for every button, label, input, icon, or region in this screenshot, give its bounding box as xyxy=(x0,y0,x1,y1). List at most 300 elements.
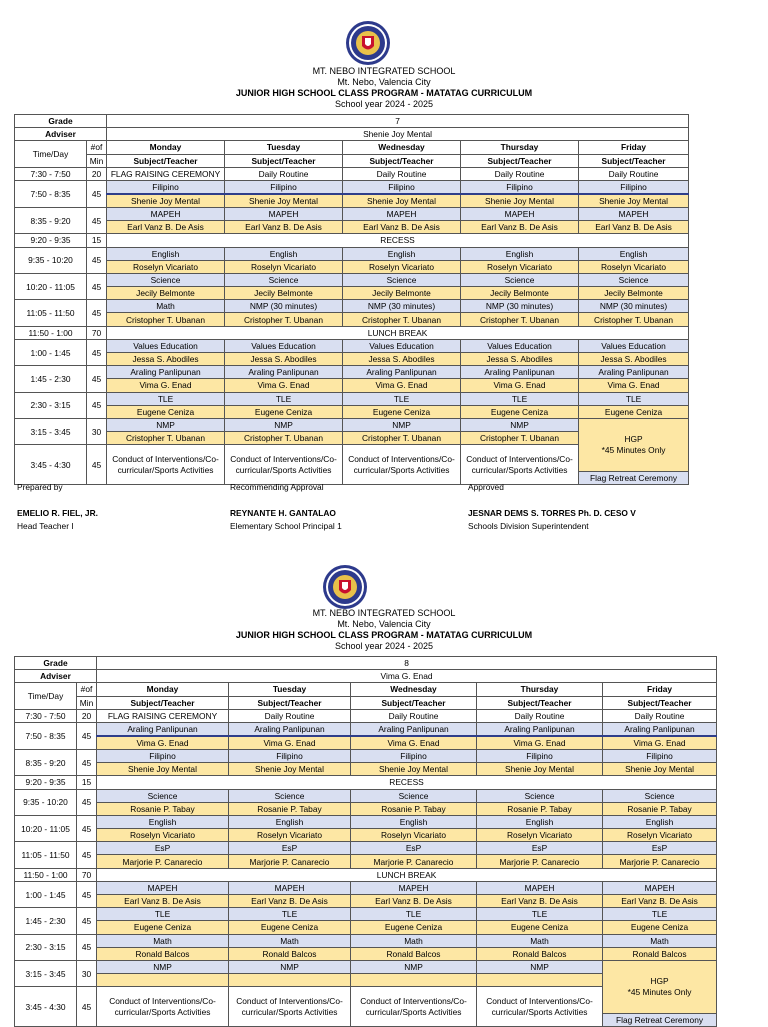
teacher-cell: Cristopher T. Ubanan xyxy=(225,432,343,445)
subject-row xyxy=(15,392,689,405)
teacher-cell: Roselyn Vicariato xyxy=(229,829,351,842)
subject-header-row xyxy=(15,154,689,167)
teacher-row xyxy=(15,313,689,326)
time-cell: 3:15 - 3:45 xyxy=(15,418,87,444)
subject-cell: TLE xyxy=(477,908,603,921)
conduct-cell: Conduct of Interventions/Co-curricular/Sports Activities xyxy=(107,445,225,485)
subject-cell: Araling Panlipunan xyxy=(97,722,229,736)
school-name: MT. NEBO INTEGRATED SCHOOL xyxy=(312,66,456,76)
teacher-cell: Earl Vanz B. De Asis xyxy=(97,895,229,908)
teacher-cell: Rosanie P. Tabay xyxy=(97,802,229,815)
subject-cell: Filipino xyxy=(461,180,579,194)
day-header: Tuesday xyxy=(229,683,351,696)
subject-cell: Science xyxy=(603,789,717,802)
teacher-cell: Eugene Ceniza xyxy=(229,921,351,934)
flag-retreat-cell: Flag Retreat Ceremony xyxy=(579,471,689,484)
break-cell: RECESS xyxy=(97,776,717,789)
teacher-cell: Vima G. Enad xyxy=(461,379,579,392)
teacher-cell: Earl Vanz B. De Asis xyxy=(461,221,579,234)
min-cell: 20 xyxy=(87,167,107,180)
grade-label: Grade xyxy=(15,657,97,670)
hgp-note: *45 Minutes Only xyxy=(601,444,666,455)
subject-cell: NMP xyxy=(343,418,461,431)
teacher-cell: Roselyn Vicariato xyxy=(579,260,689,273)
subject-cell: Filipino xyxy=(477,749,603,762)
daily-routine-cell: Daily Routine xyxy=(579,167,689,180)
subject-cell: MAPEH xyxy=(477,881,603,894)
subject-cell: TLE xyxy=(603,908,717,921)
conduct-cell: Conduct of Interventions/Co-curricular/Sports Activities xyxy=(461,445,579,485)
conduct-cell: Conduct of Interventions/Co-curricular/Sports Activities xyxy=(477,987,603,1027)
teacher-cell: Marjorie P. Canarecio xyxy=(477,855,603,868)
grade-label: Grade xyxy=(15,115,107,128)
min-cell: 45 xyxy=(77,842,97,868)
teacher-cell: Jecily Belmonte xyxy=(579,287,689,300)
time-cell: 2:30 - 3:15 xyxy=(15,392,87,418)
time-cell: 9:20 - 9:35 xyxy=(15,776,77,789)
subject-row xyxy=(15,842,717,855)
subject-teacher-header: Subject/Teacher xyxy=(461,154,579,167)
time-cell: 11:05 - 11:50 xyxy=(15,842,77,868)
conduct-cell: Conduct of Interventions/Co-curricular/Sports Activities xyxy=(225,445,343,485)
subject-cell: Values Education xyxy=(579,339,689,352)
subject-cell: Filipino xyxy=(107,180,225,194)
subject-header-row xyxy=(15,696,717,709)
break-row xyxy=(15,326,689,339)
subject-cell: Araling Panlipunan xyxy=(225,366,343,379)
subject-teacher-header: Subject/Teacher xyxy=(603,696,717,709)
subject-cell: TLE xyxy=(107,392,225,405)
subject-cell: Science xyxy=(97,789,229,802)
deped-seal-icon xyxy=(322,564,368,610)
subject-cell: EsP xyxy=(351,842,477,855)
teacher-cell: Eugene Ceniza xyxy=(343,405,461,418)
teacher-cell: Ronald Balcos xyxy=(97,947,229,960)
program-title: JUNIOR HIGH SCHOOL CLASS PROGRAM - MATATAG CURRICULUM xyxy=(235,88,533,98)
subject-cell: Science xyxy=(461,273,579,286)
subject-cell: Science xyxy=(229,789,351,802)
teacher-cell: Earl Vanz B. De Asis xyxy=(579,221,689,234)
subject-cell: MAPEH xyxy=(461,207,579,220)
subject-row xyxy=(15,273,689,286)
min-cell: 45 xyxy=(87,366,107,392)
subject-cell: NMP xyxy=(351,960,477,973)
subject-row xyxy=(15,300,689,313)
schedule-table-grade-7 xyxy=(14,114,689,485)
teacher-row xyxy=(15,353,689,366)
min-cell: 30 xyxy=(77,960,97,986)
subject-cell: Filipino xyxy=(225,180,343,194)
min-cell: 15 xyxy=(87,234,107,247)
teacher-cell: Roselyn Vicariato xyxy=(351,829,477,842)
time-cell: 11:05 - 11:50 xyxy=(15,300,87,326)
subject-cell: NMP xyxy=(97,960,229,973)
break-cell: RECESS xyxy=(107,234,689,247)
min-cell: 45 xyxy=(87,273,107,299)
subject-row xyxy=(15,339,689,352)
teacher-cell: Jecily Belmonte xyxy=(225,287,343,300)
min-cell: 45 xyxy=(77,789,97,815)
teacher-row xyxy=(15,405,689,418)
subject-cell: Filipino xyxy=(343,180,461,194)
subject-cell: MAPEH xyxy=(343,207,461,220)
min-cell: 45 xyxy=(77,881,97,907)
flag-row xyxy=(15,167,689,180)
subject-cell: Math xyxy=(97,934,229,947)
subject-cell: EsP xyxy=(477,842,603,855)
subject-cell: English xyxy=(351,815,477,828)
daily-routine-cell: Daily Routine xyxy=(477,709,603,722)
time-cell: 3:45 - 4:30 xyxy=(15,987,77,1027)
subject-cell: NMP xyxy=(461,418,579,431)
friday-hgp-cell xyxy=(579,418,689,471)
teacher-cell: Marjorie P. Canarecio xyxy=(97,855,229,868)
teacher-cell: Cristopher T. Ubanan xyxy=(225,313,343,326)
subject-cell: Values Education xyxy=(461,339,579,352)
subject-cell: Araling Panlipunan xyxy=(477,722,603,736)
teacher-cell: Shenie Joy Mental xyxy=(477,763,603,776)
teacher-cell: Earl Vanz B. De Asis xyxy=(225,221,343,234)
subject-cell: TLE xyxy=(343,392,461,405)
teacher-cell: Jessa S. Abodiles xyxy=(343,353,461,366)
subject-cell: Values Education xyxy=(225,339,343,352)
subject-cell: English xyxy=(225,247,343,260)
adviser-value: Vima G. Enad xyxy=(97,670,717,683)
school-name: MT. NEBO INTEGRATED SCHOOL xyxy=(312,608,456,618)
subject-cell: NMP (30 minutes) xyxy=(461,300,579,313)
day-header: Monday xyxy=(107,141,225,154)
teacher-row xyxy=(15,802,717,815)
subject-teacher-header: Subject/Teacher xyxy=(477,696,603,709)
hgp-label: HGP xyxy=(624,433,643,444)
subject-row xyxy=(15,180,689,194)
teacher-cell: Jessa S. Abodiles xyxy=(579,353,689,366)
subject-cell: Science xyxy=(351,789,477,802)
subject-row xyxy=(15,789,717,802)
teacher-cell: Marjorie P. Canarecio xyxy=(351,855,477,868)
subject-cell: NMP xyxy=(229,960,351,973)
day-header: Tuesday xyxy=(225,141,343,154)
grade-row xyxy=(15,657,717,670)
teacher-cell: Earl Vanz B. De Asis xyxy=(603,895,717,908)
break-cell: LUNCH BREAK xyxy=(107,326,689,339)
min-cell: 30 xyxy=(87,418,107,444)
teacher-cell: Shenie Joy Mental xyxy=(97,763,229,776)
subject-cell: MAPEH xyxy=(229,881,351,894)
grade-value: 7 xyxy=(107,115,689,128)
time-cell: 10:20 - 11:05 xyxy=(15,273,87,299)
teacher-cell: Shenie Joy Mental xyxy=(603,763,717,776)
teacher-cell: Cristopher T. Ubanan xyxy=(343,313,461,326)
teacher-cell: Roselyn Vicariato xyxy=(461,260,579,273)
subject-cell: Math xyxy=(107,300,225,313)
school-address: Mt. Nebo, Valencia City xyxy=(337,77,431,87)
time-cell: 11:50 - 1:00 xyxy=(15,868,77,881)
teacher-cell: Jessa S. Abodiles xyxy=(225,353,343,366)
time-cell: 9:20 - 9:35 xyxy=(15,234,87,247)
day-header: Thursday xyxy=(477,683,603,696)
program-title: JUNIOR HIGH SCHOOL CLASS PROGRAM - MATATAG CURRICULUM xyxy=(235,630,533,640)
teacher-cell: Jecily Belmonte xyxy=(343,287,461,300)
time-cell: 1:00 - 1:45 xyxy=(15,339,87,365)
subject-cell: English xyxy=(579,247,689,260)
time-day-header: Time/Day xyxy=(15,683,77,709)
subject-cell: MAPEH xyxy=(225,207,343,220)
teacher-cell: Earl Vanz B. De Asis xyxy=(343,221,461,234)
break-row xyxy=(15,776,717,789)
teacher-cell: Cristopher T. Ubanan xyxy=(461,432,579,445)
time-cell: 9:35 - 10:20 xyxy=(15,247,87,273)
min-cell: 45 xyxy=(87,339,107,365)
teacher-row xyxy=(15,829,717,842)
teacher-cell xyxy=(477,974,603,987)
time-cell: 7:30 - 7:50 xyxy=(15,167,87,180)
time-cell: 2:30 - 3:15 xyxy=(15,934,77,960)
subject-cell: Math xyxy=(229,934,351,947)
subject-teacher-header: Subject/Teacher xyxy=(97,696,229,709)
teacher-cell: Earl Vanz B. De Asis xyxy=(351,895,477,908)
school-year: School year 2024 - 2025 xyxy=(334,641,434,651)
teacher-cell: Marjorie P. Canarecio xyxy=(603,855,717,868)
min-header: Min xyxy=(77,696,97,709)
day-header: Wednesday xyxy=(343,141,461,154)
teacher-row xyxy=(15,194,689,208)
time-cell: 7:50 - 8:35 xyxy=(15,180,87,207)
num-of-header: #of xyxy=(87,141,107,154)
min-cell: 20 xyxy=(77,709,97,722)
teacher-cell: Ronald Balcos xyxy=(351,947,477,960)
approved-name: JESNAR DEMS S. TORRES Ph. D. CESO V xyxy=(468,508,636,518)
grade-value: 8 xyxy=(97,657,717,670)
teacher-cell: Ronald Balcos xyxy=(477,947,603,960)
teacher-cell: Jessa S. Abodiles xyxy=(461,353,579,366)
day-header: Wednesday xyxy=(351,683,477,696)
subject-cell: Science xyxy=(107,273,225,286)
teacher-cell: Roselyn Vicariato xyxy=(107,260,225,273)
min-cell: 15 xyxy=(77,776,97,789)
subject-cell: Araling Panlipunan xyxy=(229,722,351,736)
adviser-row xyxy=(15,670,717,683)
teacher-cell: Earl Vanz B. De Asis xyxy=(477,895,603,908)
subject-cell: Science xyxy=(579,273,689,286)
teacher-cell: Eugene Ceniza xyxy=(461,405,579,418)
subject-cell: EsP xyxy=(97,842,229,855)
subject-cell: Araling Panlipunan xyxy=(579,366,689,379)
conduct-cell: Conduct of Interventions/Co-curricular/Sports Activities xyxy=(343,445,461,485)
adviser-value: Shenie Joy Mental xyxy=(107,128,689,141)
daily-routine-cell: Daily Routine xyxy=(461,167,579,180)
teacher-cell: Eugene Ceniza xyxy=(107,405,225,418)
subject-cell: NMP xyxy=(477,960,603,973)
time-cell: 9:35 - 10:20 xyxy=(15,789,77,815)
subject-cell: Science xyxy=(477,789,603,802)
subject-row xyxy=(15,815,717,828)
hgp-note: *45 Minutes Only xyxy=(627,986,692,997)
teacher-cell: Shenie Joy Mental xyxy=(229,763,351,776)
min-cell: 70 xyxy=(77,868,97,881)
num-of-header: #of xyxy=(77,683,97,696)
teacher-cell: Shenie Joy Mental xyxy=(351,763,477,776)
subject-cell: NMP (30 minutes) xyxy=(225,300,343,313)
subject-cell: TLE xyxy=(461,392,579,405)
time-cell: 7:50 - 8:35 xyxy=(15,722,77,749)
deped-seal xyxy=(345,20,391,66)
conduct-cell: Conduct of Interventions/Co-curricular/Sports Activities xyxy=(351,987,477,1027)
break-row xyxy=(15,868,717,881)
teacher-cell xyxy=(229,974,351,987)
teacher-row xyxy=(15,895,717,908)
sheet1-header xyxy=(0,66,768,110)
approved-label: Approved xyxy=(468,482,504,492)
friday-hgp-cell xyxy=(603,960,717,1013)
nmp-subject-row xyxy=(15,418,689,431)
conduct-cell: Conduct of Interventions/Co-curricular/Sports Activities xyxy=(229,987,351,1027)
subject-row xyxy=(15,749,717,762)
teacher-cell: Rosanie P. Tabay xyxy=(477,802,603,815)
teacher-cell: Eugene Ceniza xyxy=(603,921,717,934)
daily-routine-cell: Daily Routine xyxy=(603,709,717,722)
day-header: Friday xyxy=(579,141,689,154)
time-cell: 7:30 - 7:50 xyxy=(15,709,77,722)
min-cell: 45 xyxy=(87,300,107,326)
subject-cell: Math xyxy=(351,934,477,947)
subject-cell: TLE xyxy=(225,392,343,405)
daily-routine-cell: Daily Routine xyxy=(343,167,461,180)
teacher-cell: Roselyn Vicariato xyxy=(97,829,229,842)
adviser-label: Adviser xyxy=(15,670,97,683)
break-row xyxy=(15,234,689,247)
min-cell: 45 xyxy=(87,392,107,418)
subject-cell: NMP (30 minutes) xyxy=(343,300,461,313)
time-cell: 1:45 - 2:30 xyxy=(15,366,87,392)
prepared-name: EMELIO R. FIEL, JR. xyxy=(17,508,98,518)
teacher-cell: Cristopher T. Ubanan xyxy=(107,313,225,326)
subject-cell: NMP xyxy=(225,418,343,431)
teacher-cell: Roselyn Vicariato xyxy=(603,829,717,842)
min-cell: 45 xyxy=(87,207,107,233)
approved-title: Schools Division Superintendent xyxy=(468,521,589,531)
subject-cell: Araling Panlipunan xyxy=(603,722,717,736)
school-year: School year 2024 - 2025 xyxy=(334,99,434,109)
min-cell: 45 xyxy=(77,749,97,775)
subject-cell: TLE xyxy=(579,392,689,405)
min-cell: 45 xyxy=(77,934,97,960)
day-header: Thursday xyxy=(461,141,579,154)
day-header: Monday xyxy=(97,683,229,696)
subject-cell: MAPEH xyxy=(97,881,229,894)
subject-cell: NMP (30 minutes) xyxy=(579,300,689,313)
teacher-cell: Jecily Belmonte xyxy=(461,287,579,300)
subject-cell: EsP xyxy=(229,842,351,855)
teacher-cell: Rosanie P. Tabay xyxy=(229,802,351,815)
teacher-cell: Vima G. Enad xyxy=(229,736,351,750)
teacher-row xyxy=(15,763,717,776)
subject-cell: Filipino xyxy=(351,749,477,762)
subject-cell: Math xyxy=(477,934,603,947)
subject-cell: MAPEH xyxy=(107,207,225,220)
subject-cell: English xyxy=(229,815,351,828)
flag-retreat-cell: Flag Retreat Ceremony xyxy=(603,1013,717,1026)
min-cell: 45 xyxy=(87,180,107,207)
subject-teacher-header: Subject/Teacher xyxy=(107,154,225,167)
subject-cell: English xyxy=(97,815,229,828)
subject-cell: NMP xyxy=(107,418,225,431)
subject-cell: Science xyxy=(225,273,343,286)
teacher-cell: Shenie Joy Mental xyxy=(343,194,461,208)
teacher-cell: Cristopher T. Ubanan xyxy=(461,313,579,326)
min-cell: 70 xyxy=(87,326,107,339)
teacher-cell: Vima G. Enad xyxy=(579,379,689,392)
subject-cell: Filipino xyxy=(229,749,351,762)
subject-row xyxy=(15,908,717,921)
subject-row xyxy=(15,722,717,736)
subject-cell: Math xyxy=(603,934,717,947)
day-header-row xyxy=(15,683,717,696)
teacher-row xyxy=(15,921,717,934)
break-cell: LUNCH BREAK xyxy=(97,868,717,881)
teacher-row xyxy=(15,855,717,868)
subject-cell: Science xyxy=(343,273,461,286)
grade-row xyxy=(15,115,689,128)
adviser-row xyxy=(15,128,689,141)
subject-cell: MAPEH xyxy=(579,207,689,220)
teacher-cell: Cristopher T. Ubanan xyxy=(107,432,225,445)
recommending-label: Recommending Approval xyxy=(230,482,324,492)
subject-teacher-header: Subject/Teacher xyxy=(351,696,477,709)
deped-seal-icon xyxy=(345,20,391,66)
teacher-row xyxy=(15,260,689,273)
time-cell: 8:35 - 9:20 xyxy=(15,207,87,233)
subject-cell: Araling Panlipunan xyxy=(461,366,579,379)
subject-cell: English xyxy=(477,815,603,828)
subject-row xyxy=(15,366,689,379)
time-cell: 1:45 - 2:30 xyxy=(15,908,77,934)
teacher-row xyxy=(15,947,717,960)
teacher-cell: Eugene Ceniza xyxy=(225,405,343,418)
schedule-table-grade-8 xyxy=(14,656,717,1027)
subject-cell: Filipino xyxy=(579,180,689,194)
time-day-header: Time/Day xyxy=(15,141,87,167)
teacher-cell: Eugene Ceniza xyxy=(477,921,603,934)
subject-cell: Filipino xyxy=(603,749,717,762)
teacher-row xyxy=(15,287,689,300)
subject-cell: English xyxy=(603,815,717,828)
teacher-cell xyxy=(351,974,477,987)
subject-cell: TLE xyxy=(351,908,477,921)
subject-cell: Values Education xyxy=(107,339,225,352)
subject-cell: Filipino xyxy=(97,749,229,762)
subject-cell: Values Education xyxy=(343,339,461,352)
min-cell: 45 xyxy=(77,815,97,841)
teacher-row xyxy=(15,736,717,750)
teacher-cell: Shenie Joy Mental xyxy=(461,194,579,208)
teacher-cell xyxy=(97,974,229,987)
daily-routine-cell: Daily Routine xyxy=(351,709,477,722)
teacher-cell: Shenie Joy Mental xyxy=(225,194,343,208)
subject-row xyxy=(15,934,717,947)
time-cell: 1:00 - 1:45 xyxy=(15,881,77,907)
teacher-cell: Eugene Ceniza xyxy=(579,405,689,418)
daily-routine-cell: Daily Routine xyxy=(229,709,351,722)
teacher-cell: Vima G. Enad xyxy=(477,736,603,750)
min-cell: 45 xyxy=(87,247,107,273)
min-header: Min xyxy=(87,154,107,167)
deped-seal xyxy=(322,564,368,610)
subject-cell: Araling Panlipunan xyxy=(107,366,225,379)
subject-teacher-header: Subject/Teacher xyxy=(229,696,351,709)
daily-routine-cell: Daily Routine xyxy=(225,167,343,180)
subject-teacher-header: Subject/Teacher xyxy=(225,154,343,167)
